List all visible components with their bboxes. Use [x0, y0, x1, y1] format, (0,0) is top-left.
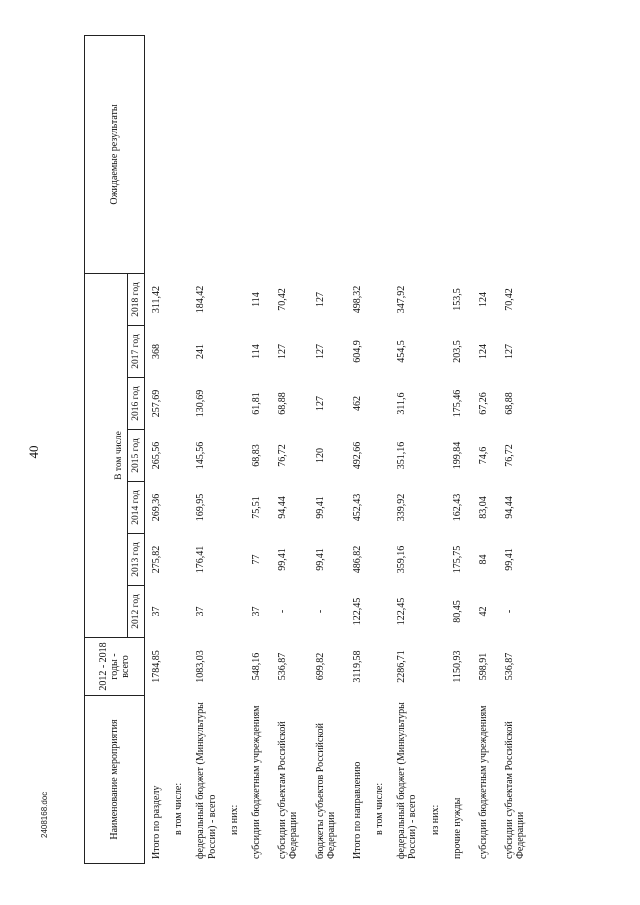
row-year-value: 99,41 [314, 548, 326, 571]
row-result [189, 36, 222, 274]
row-year-value: 120 [314, 448, 326, 463]
table-row [368, 36, 390, 864]
row-year-value: 77 [250, 554, 262, 565]
row-year-value: 68,88 [277, 392, 289, 415]
row-year-value: 486,82 [351, 545, 363, 574]
row-year-value: 94,44 [277, 496, 289, 519]
row-name: субсидии бюджетным учреждениям [478, 705, 489, 859]
row-name: федеральный бюджет (Минкультуры России) - всего [195, 702, 218, 859]
row-year-value [167, 482, 189, 534]
page-number: 40 [26, 445, 41, 459]
row-year-value: 454,5 [396, 340, 408, 363]
row-year-value [167, 586, 189, 638]
row-year-value: 492,66 [351, 441, 363, 470]
row-year-value [424, 430, 446, 482]
row-total [424, 638, 446, 696]
row-year-value [368, 378, 390, 430]
row-total: 1150,93 [451, 650, 463, 683]
row-year-value [223, 378, 245, 430]
row-result [424, 36, 446, 274]
row-year-value: 175,46 [451, 389, 463, 418]
row-name: в том числе: [374, 782, 386, 835]
row-year-value: 37 [250, 606, 262, 617]
row-year-value [223, 534, 245, 586]
row-year-value [223, 586, 245, 638]
row-year-value [223, 326, 245, 378]
row-year-value [368, 534, 390, 586]
table-row [145, 36, 168, 864]
row-name: субсидии субъектам Российской Федерации [504, 721, 527, 859]
row-year-value: 127 [314, 344, 326, 359]
row-result [468, 36, 494, 274]
row-name: федеральный бюджет (Минкультуры России) - всего [396, 702, 419, 859]
row-year-value [368, 274, 390, 326]
row-year-value: 83,04 [478, 496, 489, 519]
row-name: из них: [429, 804, 441, 835]
row-year-value: 68,83 [250, 444, 262, 467]
row-year-value: 124 [478, 344, 489, 359]
row-year-value: 122,45 [351, 597, 363, 626]
row-result [368, 36, 390, 274]
row-year-value: 84 [478, 554, 489, 565]
row-name: в том числе: [173, 782, 185, 835]
row-year-value: 184,42 [195, 285, 207, 314]
row-result [305, 36, 342, 274]
row-year-value: 241 [195, 344, 207, 359]
row-year-value: 70,42 [277, 288, 289, 311]
row-year-value: 94,44 [504, 496, 516, 519]
row-year-value: 99,41 [277, 548, 289, 571]
table-row [468, 36, 494, 864]
row-total: 2286,71 [396, 650, 408, 683]
header-year: 2014 год [128, 482, 145, 534]
row-year-value [424, 586, 446, 638]
row-year-value: 74,6 [478, 446, 489, 465]
row-year-value [223, 430, 245, 482]
header-year: 2018 год [128, 274, 145, 326]
row-result [342, 36, 368, 274]
row-year-value [424, 326, 446, 378]
row-total [368, 638, 390, 696]
row-year-value [368, 586, 390, 638]
rotated-table-container [84, 36, 618, 864]
header-results: Ожидаемые результаты [85, 36, 145, 274]
row-year-value: 169,95 [195, 493, 207, 522]
row-name: прочие нужды [451, 797, 463, 859]
row-year-value [424, 274, 446, 326]
row-total: 1083,03 [195, 650, 207, 683]
row-year-value: 311,6 [396, 392, 408, 415]
table-row [223, 36, 245, 864]
row-result [167, 36, 189, 274]
row-total: 598,91 [478, 652, 489, 681]
table-row [342, 36, 368, 864]
header-year: 2015 год [128, 430, 145, 482]
header-year: 2012 год [128, 586, 145, 638]
row-year-value: 127 [277, 344, 289, 359]
row-year-value: 61,81 [250, 392, 262, 415]
header-year: 2013 год [128, 534, 145, 586]
row-year-value: 42 [478, 606, 489, 617]
row-result [245, 36, 267, 274]
row-year-value: 67,26 [478, 392, 489, 415]
row-year-value: 68,88 [504, 392, 516, 415]
row-year-value: 351,16 [396, 441, 408, 470]
row-result [390, 36, 423, 274]
row-year-value: 99,41 [314, 496, 326, 519]
row-year-value: 175,75 [451, 545, 463, 574]
row-total: 3119,58 [351, 650, 363, 683]
row-year-value: 311,42 [151, 285, 162, 314]
row-total [223, 638, 245, 696]
row-year-value: 153,5 [451, 288, 463, 311]
row-year-value: 368 [151, 344, 162, 359]
row-year-value: 347,92 [396, 285, 408, 314]
budget-table [84, 35, 532, 864]
row-year-value: 145,56 [195, 441, 207, 470]
row-year-value: - [314, 609, 326, 614]
row-year-value [368, 326, 390, 378]
row-year-value: 176,41 [195, 545, 207, 574]
row-year-value: 124 [478, 292, 489, 307]
row-total [167, 638, 189, 696]
row-result [145, 36, 168, 274]
header-year: 2016 год [128, 378, 145, 430]
row-year-value: - [277, 609, 289, 614]
row-result [223, 36, 245, 274]
row-year-value: 269,36 [151, 493, 162, 522]
row-year-value [167, 274, 189, 326]
row-year-value: 452,43 [351, 493, 363, 522]
row-year-value: 114 [250, 292, 262, 307]
row-total: 536,87 [504, 652, 516, 681]
row-year-value: 76,72 [277, 444, 289, 467]
table-row [424, 36, 446, 864]
row-year-value: 127 [314, 292, 326, 307]
header-year: 2017 год [128, 326, 145, 378]
row-year-value: 265,56 [151, 441, 162, 470]
row-year-value: 339,92 [396, 493, 408, 522]
row-year-value: 359,16 [396, 545, 408, 574]
table-row [494, 36, 531, 864]
table-body [145, 36, 532, 864]
row-total: 548,16 [250, 652, 262, 681]
table-row [446, 36, 468, 864]
row-result [494, 36, 531, 274]
row-year-value: 114 [250, 344, 262, 359]
row-year-value [424, 534, 446, 586]
row-year-value: 80,45 [451, 600, 463, 623]
row-year-value [167, 378, 189, 430]
row-year-value [368, 430, 390, 482]
row-name: субсидии субъектам Российской Федерации [277, 721, 300, 859]
row-year-value [167, 534, 189, 586]
row-year-value: 275,82 [151, 545, 162, 574]
row-year-value: 203,5 [451, 340, 463, 363]
row-year-value: 498,32 [351, 285, 363, 314]
row-year-value: 127 [504, 344, 516, 359]
row-year-value: 76,72 [504, 444, 516, 467]
row-year-value: 70,42 [504, 288, 516, 311]
row-name: субсидии бюджетным учреждениям [250, 705, 262, 859]
row-year-value: 162,43 [451, 493, 463, 522]
row-name: Итого по разделу [151, 785, 162, 859]
row-year-value [424, 378, 446, 430]
row-year-value: 257,69 [151, 389, 162, 418]
table-row [267, 36, 304, 864]
row-year-value [167, 326, 189, 378]
row-year-value [424, 482, 446, 534]
row-year-value: 604,9 [351, 340, 363, 363]
row-year-value: 199,84 [451, 441, 463, 470]
table-row [167, 36, 189, 864]
table-row [390, 36, 423, 864]
row-year-value: 122,45 [396, 597, 408, 626]
row-year-value: - [504, 609, 516, 614]
row-year-value: 127 [314, 396, 326, 411]
row-year-value: 99,41 [504, 548, 516, 571]
row-year-value [167, 430, 189, 482]
table-row [189, 36, 222, 864]
row-result [446, 36, 468, 274]
file-name: 2408168.doc [40, 791, 49, 838]
row-year-value: 130,69 [195, 389, 207, 418]
row-year-value: 37 [195, 606, 207, 617]
row-result [267, 36, 304, 274]
row-total: 1784,85 [151, 650, 162, 683]
row-name: Итого по направлению [351, 761, 363, 859]
table-row [245, 36, 267, 864]
row-year-value: 462 [351, 396, 363, 411]
header-in-that-number: В том числе [111, 274, 128, 638]
header-name: Наименование мероприятия [85, 696, 145, 864]
row-year-value [368, 482, 390, 534]
row-total: 699,82 [314, 652, 326, 681]
row-name: бюджеты субъектов Российской Федерации [314, 722, 337, 859]
row-year-value: 37 [151, 606, 162, 617]
header-total: 2012 - 2018 годы - всего [85, 638, 145, 696]
row-total: 536,87 [277, 652, 289, 681]
row-year-value [223, 482, 245, 534]
row-year-value: 75,51 [250, 496, 262, 519]
row-year-value [223, 274, 245, 326]
header-spacer [85, 274, 112, 638]
row-name: из них: [228, 804, 240, 835]
table-row [305, 36, 342, 864]
